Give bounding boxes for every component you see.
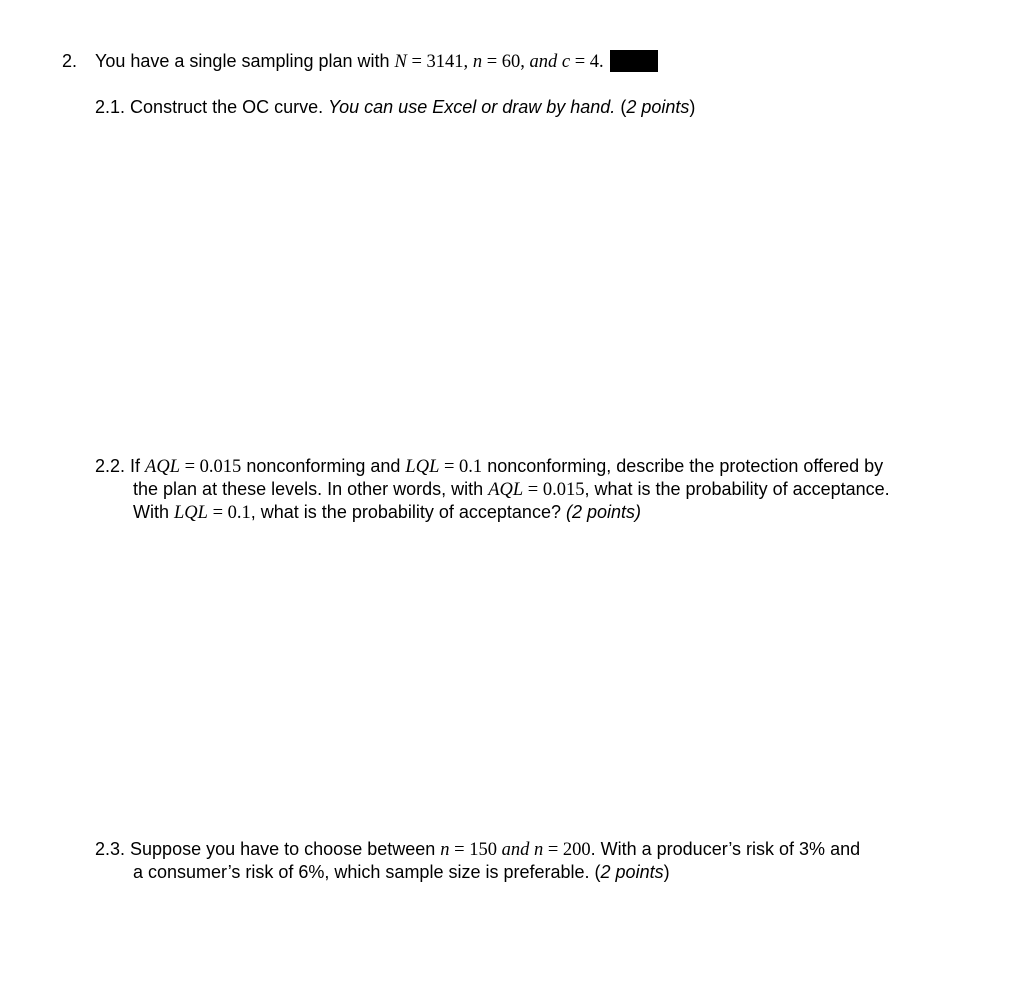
part-2-3-line-2 <box>133 861 670 883</box>
part-2-3-points-close: ) <box>663 862 670 882</box>
value-N: = 3141, <box>406 52 473 72</box>
var-lql: LQL <box>405 457 440 477</box>
and-word-2: and <box>501 840 530 860</box>
formula-sample-sizes <box>440 840 590 860</box>
part-2-3-line-1-start: Suppose you have to choose between <box>125 839 441 859</box>
question-number: 2. <box>62 51 78 71</box>
part-2-2-end-1: nonconforming, describe the protection offered by <box>482 456 884 476</box>
part-2-2-line-3 <box>133 501 641 524</box>
var-aql-2: AQL <box>488 480 524 500</box>
value-aql: = 0.015 <box>180 457 242 477</box>
formula-aql-2 <box>488 480 584 500</box>
var-n2: n <box>533 840 544 860</box>
value-n2: = 200 <box>543 840 591 860</box>
formula-aql <box>145 457 241 477</box>
part-2-3-points: 2 points <box>600 862 664 882</box>
part-2-2-line-1 <box>95 455 883 478</box>
part-2-3-line-1 <box>95 838 860 861</box>
var-aql: AQL <box>145 457 180 477</box>
var-n1: n <box>440 840 450 860</box>
part-2-1-points-open: ( <box>615 97 627 117</box>
value-c: = 4. <box>570 52 604 72</box>
value-lql-2: = 0.1 <box>207 503 251 523</box>
part-2-2-line-2 <box>133 478 890 501</box>
var-lql-2: LQL <box>174 503 208 523</box>
formula-lot-size <box>395 52 604 72</box>
part-2-1-text: Construct the OC curve. <box>130 97 329 117</box>
part-2-1-number: 2.1. <box>95 97 126 117</box>
part-2-2-number: 2.2. <box>95 456 126 476</box>
var-n: n <box>472 52 483 72</box>
part-2-1-points: 2 points <box>626 97 690 117</box>
and-word: and <box>529 52 558 72</box>
var-c: c <box>561 52 571 72</box>
redaction-box <box>610 50 658 72</box>
formula-lql <box>405 457 482 477</box>
part-2-3-line-2-start: a consumer’s risk of 6%, which sample size is preferable. ( <box>133 862 601 882</box>
part-2-1-points-close: ) <box>689 97 696 117</box>
part-2-1-hint: You can use Excel or draw by hand. <box>328 97 616 117</box>
part-2-2-line-2-start: the plan at these levels. In other words, with <box>133 479 489 499</box>
value-n1: = 150 <box>449 840 502 860</box>
part-2-3-number: 2.3. <box>95 839 126 859</box>
value-lql: = 0.1 <box>439 457 483 477</box>
value-aql-2: = 0.015 <box>523 480 585 500</box>
part-2-3-line-1-end: . With a producer’s risk of 3% and <box>590 839 861 859</box>
part-2-2-line-2-end: , what is the probability of acceptance. <box>584 479 890 499</box>
part-2-2-mid: nonconforming and <box>241 456 406 476</box>
formula-lql-2 <box>174 503 251 523</box>
part-2-2-points: (2 points) <box>565 502 642 522</box>
question-2-statement <box>62 50 658 73</box>
part-2-2-line-3-end: , what is the probability of acceptance? <box>250 502 566 522</box>
part-2-1 <box>95 96 695 118</box>
value-n: = 60, <box>482 52 530 72</box>
part-2-2-line-3-start: With <box>133 502 175 522</box>
var-N: N <box>394 52 407 72</box>
part-2-2-if: If <box>125 456 146 476</box>
question-intro-text: You have a single sampling plan with <box>95 51 395 71</box>
